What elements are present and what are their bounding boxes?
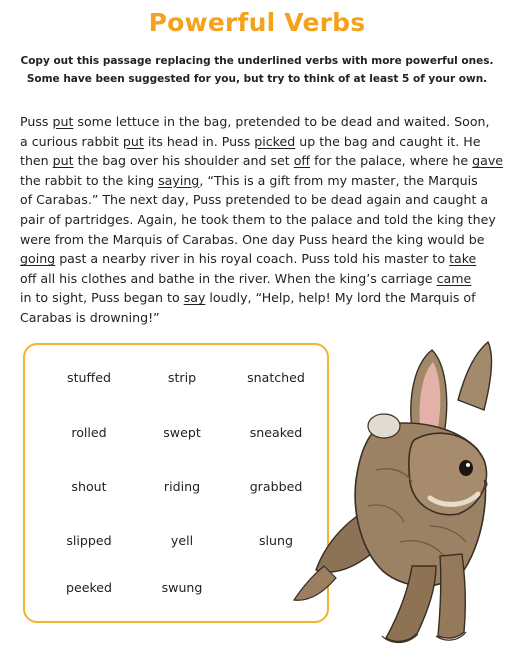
passage-text: Carabas is drowning!” (20, 309, 160, 325)
passage-line (20, 151, 506, 171)
passage-text: up the bag and caught it. He (295, 133, 481, 149)
underlined-verb: put (52, 153, 74, 169)
underlined-verb: say (183, 290, 206, 306)
word-bank-word: peeked (65, 580, 113, 595)
instructions-line-1: Copy out this passage replacing the underlined verbs with more powerful ones. (20, 55, 494, 67)
passage-text: , “This is a gift from my master, the Marquis (199, 172, 478, 188)
passage-text: for the palace, where he (310, 153, 473, 169)
passage-text: then (20, 153, 53, 169)
word-bank-word: swept (163, 425, 201, 440)
passage-text: past a nearby river in his royal coach. Puss told his master to (55, 251, 450, 267)
passage-text: some lettuce in the bag, pretended to be dead and waited. Soon, (73, 114, 490, 129)
underlined-verb: going (20, 251, 56, 267)
word-bank-word: shout (71, 479, 107, 494)
passage-text: pair of partridges. Again, he took them to the palace and told the king they (20, 211, 496, 227)
underlined-verb: gave (472, 153, 504, 169)
passage-text: of Carabas.” The next day, Puss pretended to be dead again and caught a (20, 192, 489, 208)
word-bank-word: slipped (66, 533, 112, 548)
underlined-verb: take (449, 251, 477, 267)
passage-text: off all his clothes and bathe in the river. When the king’s carriage (20, 270, 437, 286)
passage-line (20, 308, 506, 328)
word-bank-word: stuffed (67, 370, 111, 385)
word-bank-word: rolled (71, 425, 107, 440)
underlined-verb: came (436, 270, 472, 286)
underlined-verb: put (52, 114, 74, 129)
passage-text: the rabbit to the king (20, 172, 159, 188)
underlined-verb: picked (254, 133, 296, 149)
underlined-verb: off (293, 153, 311, 169)
passage-line (20, 132, 506, 152)
passage-text: its head in. Puss (143, 133, 255, 149)
passage-line (20, 288, 506, 308)
passage-line (20, 190, 506, 210)
passage-line (20, 230, 506, 250)
passage-line (20, 249, 506, 269)
passage-text: in to sight, Puss began to (20, 290, 184, 306)
word-bank-word: strip (167, 370, 197, 385)
passage-line (20, 171, 506, 191)
underlined-verb: saying (158, 172, 200, 188)
word-bank-word: grabbed (249, 479, 303, 494)
word-bank-word: yell (170, 533, 194, 548)
underlined-verb: put (122, 133, 144, 149)
word-bank-word: sneaked (249, 425, 303, 440)
passage-text: a curious rabbit (20, 133, 123, 149)
passage-text: Puss (20, 114, 53, 129)
page-title: Powerful Verbs (148, 8, 366, 37)
passage-line (20, 210, 506, 230)
rabbit-illustration (280, 330, 514, 652)
instructions-line-2: Some have been suggested for you, but try to think of at least 5 of your own. (26, 73, 488, 85)
passage-text: loudly, “Help, help! My lord the Marquis of (205, 290, 476, 306)
instructions (20, 52, 494, 88)
story-passage (20, 112, 506, 328)
word-bank-word: swung (161, 580, 203, 595)
word-bank-word: slung (258, 533, 294, 548)
passage-line (20, 269, 506, 289)
word-bank-word: snatched (247, 370, 305, 385)
word-bank-word: riding (163, 479, 201, 494)
passage-text: the bag over his shoulder and set (73, 153, 294, 169)
passage-line (20, 112, 506, 132)
passage-text: were from the Marquis of Carabas. One day Puss heard the king would be (20, 231, 485, 247)
